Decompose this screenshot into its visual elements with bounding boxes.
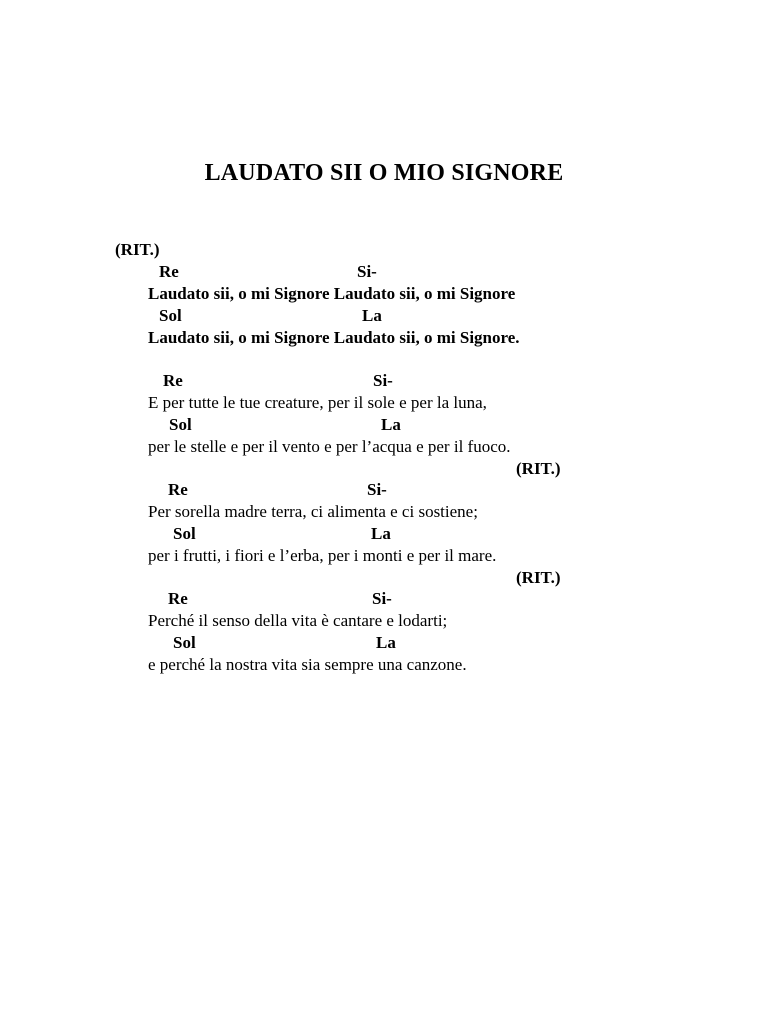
lyric-line: e perché la nostra vita sia sempre una canzone. bbox=[148, 655, 467, 674]
refrain-label: (RIT.) bbox=[115, 240, 160, 259]
chord-label: Re bbox=[168, 480, 188, 499]
chord-label: Re bbox=[168, 589, 188, 608]
lyric-line: Laudato sii, o mi Signore Laudato sii, o mi Signore bbox=[148, 284, 516, 303]
refrain-repeat-label: (RIT.) bbox=[516, 568, 561, 587]
chord-label: Sol bbox=[173, 633, 196, 652]
chord-label: Si- bbox=[372, 589, 392, 608]
song-title: LAUDATO SII O MIO SIGNORE bbox=[204, 160, 564, 186]
lyric-line: Laudato sii, o mi Signore Laudato sii, o mi Signore. bbox=[148, 328, 520, 347]
chord-label: Re bbox=[163, 371, 183, 390]
chord-label: Si- bbox=[367, 480, 387, 499]
chord-label: La bbox=[376, 633, 396, 652]
refrain-repeat-label: (RIT.) bbox=[516, 459, 561, 478]
chord-label: La bbox=[381, 415, 401, 434]
lyric-line: per le stelle e per il vento e per l’acqua e per il fuoco. bbox=[148, 437, 511, 456]
chord-label: Re bbox=[159, 262, 179, 281]
lyric-line: per i frutti, i fiori e l’erba, per i monti e per il mare. bbox=[148, 546, 497, 565]
lyric-line: Per sorella madre terra, ci alimenta e ci sostiene; bbox=[148, 502, 478, 521]
chord-label: La bbox=[362, 306, 382, 325]
chord-label: Si- bbox=[373, 371, 393, 390]
chord-label: Sol bbox=[173, 524, 196, 543]
chord-label: Si- bbox=[357, 262, 377, 281]
chord-label: La bbox=[371, 524, 391, 543]
lyric-line: Perché il senso della vita è cantare e lodarti; bbox=[148, 611, 448, 630]
chord-label: Sol bbox=[169, 415, 192, 434]
chord-label: Sol bbox=[159, 306, 182, 325]
lyric-line: E per tutte le tue creature, per il sole e per la luna, bbox=[148, 393, 487, 412]
